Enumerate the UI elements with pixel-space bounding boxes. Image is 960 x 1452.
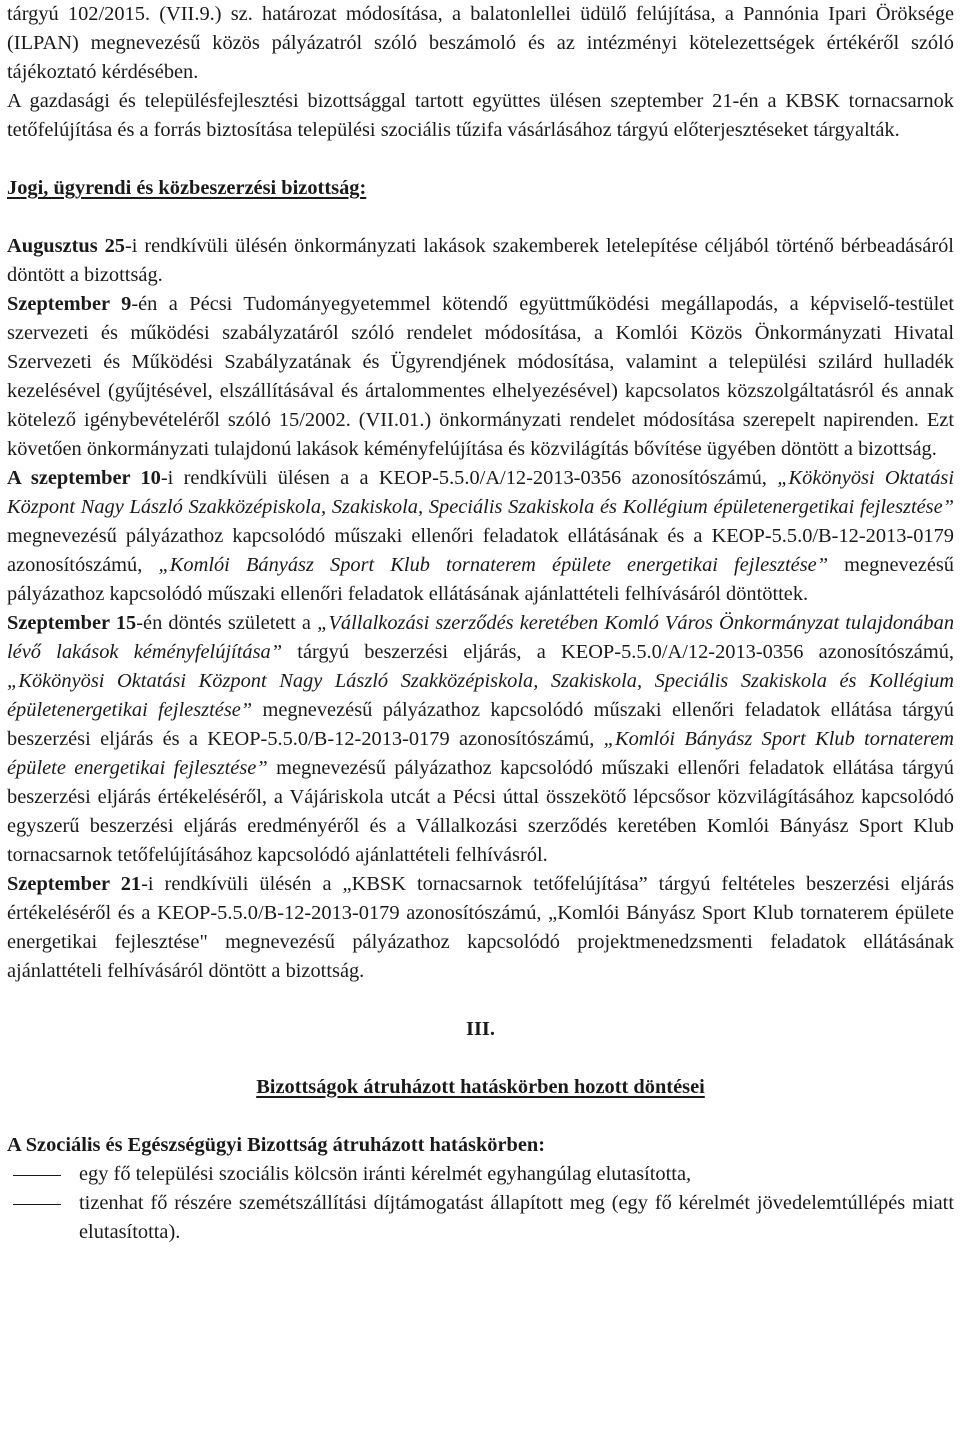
paragraph-september-9: [7, 290, 954, 464]
paragraph-intro: tárgyú 102/2015. (VII.9.) sz. határozat módosítása, a balatonlellei üdülő felújítása, a Pannónia Ipari Öröksége (ILPAN) megnevezésű közös pályázatról szóló beszámoló és az intézményi kötelezettségek értékéről szóló tájékoztató kérdésében.: [7, 3, 954, 83]
list-item: [7, 1189, 954, 1247]
project-title: „Komlói Bányász Sport Klub tornaterem épülete energetikai fejlesztése”: [7, 728, 954, 779]
date-september-10: A szeptember 10: [7, 467, 161, 489]
list-item-text: tizenhat fő részére szemétszállítási díjtámogatást állapított meg (egy fő kérelmét jövedelemtúllépés miatt elutasította).: [79, 1192, 954, 1243]
decision-list: [7, 1160, 954, 1247]
project-title: „Komlói Bányász Sport Klub tornaterem épülete energetikai fejlesztése”: [158, 554, 829, 576]
section-number: [7, 1015, 954, 1044]
committee-heading-social-text: A Szociális és Egészségügyi Bizottság átruházott hatáskörben:: [7, 1134, 546, 1156]
paragraph-joint-session: A gazdasági és településfejlesztési bizottsággal tartott együttes ülésen szeptember 21-én a KBSK tornacsarnok tetőfelújítása és a forrás biztosítása települési szociális tűzifa vásárlásához tárgyú előterjesztéseket tárgyalták.: [7, 90, 954, 141]
date-september-21: Szeptember 21: [7, 873, 142, 895]
paragraph-september-15: [7, 609, 954, 870]
project-title: „Vállalkozási szerződés keretében Komló Város Önkormányzat tulajdonában lévő lakások kéményfelújítása”: [7, 612, 955, 663]
paragraph-text: -én a Pécsi Tudományegyetemmel kötendő együttműködési megállapodás, a képviselő-testület szervezeti és működési szabályzatáról szóló rendelet módosítása, a Komlói Közös Önkormányzati Hivatal Szervezeti és Működési Szabályzatának és Ügyrendjének módosítása, valamint a települési szilárd hulladék kezelésével (gyűjtésével, elszállításával és ártalommentes elhelyezésével) kapcsolatos közszolgáltatásról és annak kötelező igénybevételéről szóló 15/2002. (VII.01.) önkormányzati rendelet módosítása szerepelt napirenden. Ezt követően önkormányzati tulajdonú lakások kéményfelújítása és közvilágítás bővítése ügyében döntött a bizottság.: [7, 293, 954, 460]
committee-heading-legal-text: Jogi, ügyrendi és közbeszerzési bizottság:: [7, 177, 367, 199]
paragraph-text: megnevezésű pályázathoz kapcsolódó műszaki ellenőri feladatok ellátásának és a KEOP-5.5.0/B-12-2013-0179 azonosítószámú,: [7, 525, 954, 576]
paragraph-september-10: [7, 464, 954, 609]
paragraph-september-21: [7, 870, 954, 986]
paragraph-text: -i rendkívüli ülésén a „KBSK tornacsarnok tetőfelújítása” tárgyú feltételes beszerzési eljárás értékeléséről és a KEOP-5.5.0/B-12-2013-0179 azonosítószámú, „Komlói Bányász Sport Klub tornaterem épülete energetikai fejlesztése" megnevezésű pályázathoz kapcsolódó projektmenedzsmenti feladatok ellátásának ajánlattételi felhívásáról döntött a bizottság.: [7, 873, 954, 982]
date-september-9: Szeptember 9: [7, 293, 132, 315]
paragraph-text: megnevezésű pályázathoz kapcsolódó műszaki ellenőri feladatok ellátása tárgyú beszerzési eljárás értékeléséről, a Vájáriskola utcát a Pécsi úttal összekötő lépcsősor közvilágításához kapcsolódó egyszerű beszerzési eljárás eredményéről és a Vállalkozási szerződés keretében Komlói Bányász Sport Klub tornacsarnok tetőfelújításához kapcsolódó ajánlattételi felhívásról.: [7, 757, 954, 866]
project-title: „Kökönyösi Oktatási Központ Nagy László Szakközépiskola, Szakiskola, Speciális Szakiskola és Kollégium épületenergetikai fejlesztése”: [7, 467, 955, 518]
committee-heading-social: [7, 1131, 954, 1160]
date-august-25: Augusztus 25: [7, 235, 125, 257]
paragraph-august-25: [7, 232, 954, 290]
section-title: [7, 1073, 954, 1102]
paragraph-text: megnevezésű pályázathoz kapcsolódó műszaki ellenőri feladatok ellátásának ajánlattételi felhívásáról döntöttek.: [7, 554, 954, 605]
list-item: [7, 1160, 954, 1189]
paragraph-text: -én döntés született a: [136, 612, 318, 634]
paragraph-text: -i rendkívüli ülésén önkormányzati lakások szakemberek letelepítése céljából történő bérbeadásáról döntött a bizottság.: [7, 235, 954, 286]
paragraph-text: tárgyú beszerzési eljárás, a KEOP-5.5.0/A/12-2013-0356 azonosítószámú,: [282, 641, 954, 663]
paragraph-text: megnevezésű pályázathoz kapcsolódó műszaki ellenőri feladatok ellátása tárgyú beszerzési eljárás és a KEOP-5.5.0/B-12-2013-0179 azonosítószámú,: [7, 699, 954, 750]
section-number-text: III.: [466, 1018, 495, 1040]
date-september-15: Szeptember 15: [7, 612, 137, 634]
section-title-text: Bizottságok átruházott hatáskörben hozott döntései: [256, 1076, 705, 1098]
paragraph-text: -i rendkívüli ülésen a a KEOP-5.5.0/A/12-2013-0356 azonosítószámú,: [160, 467, 778, 489]
committee-heading-legal: [7, 174, 954, 203]
project-title: „Kökönyösi Oktatási Központ Nagy László Szakközépiskola, Szakiskola, Speciális Szakiskola és Kollégium épületenergetikai fejlesztése”: [7, 670, 954, 721]
list-item-text: egy fő települési szociális kölcsön iránti kérelmét egyhangúlag elutasította,: [79, 1163, 692, 1185]
